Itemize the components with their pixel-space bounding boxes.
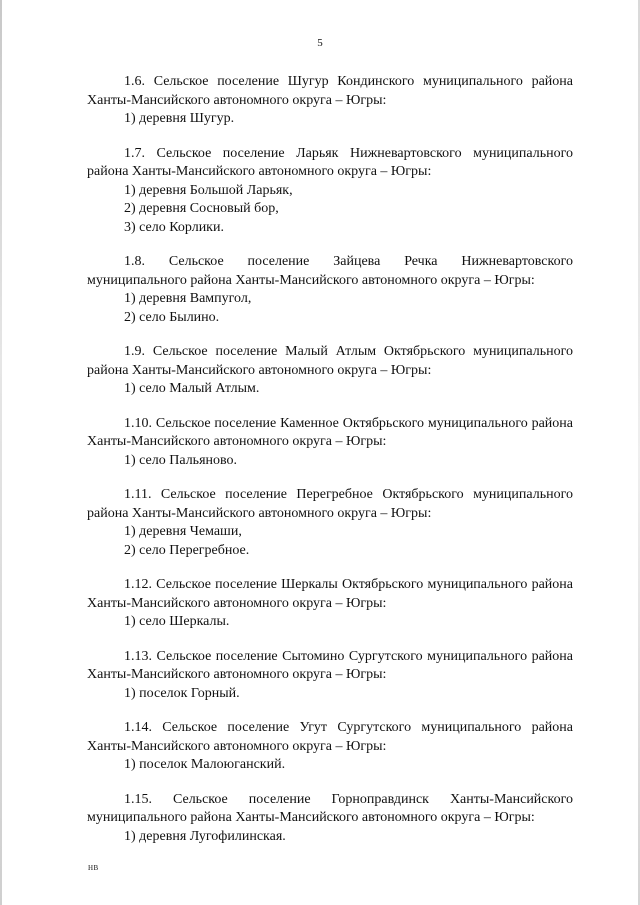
settlement-section — [87, 791, 573, 847]
section-heading: 1.13. Сельское поселение Сытомино Сургутского муниципального района Ханты-Мансийского автономного округа – Югры: — [87, 648, 573, 682]
section-heading: 1.7. Сельское поселение Ларьяк Нижневартовского муниципального района Ханты-Мансийского автономного округа – Югры: — [87, 145, 573, 179]
section-heading: 1.15. Сельское поселение Горноправдинск Ханты-Мансийского муниципального района Ханты-Мансийского автономного округа – Югры: — [87, 791, 573, 825]
section-heading: 1.6. Сельское поселение Шугур Кондинского муниципального района Ханты-Мансийского автономного округа – Югры: — [87, 74, 573, 108]
list-item: 1) деревня Чемаши, — [124, 524, 242, 539]
list-item: 1) деревня Вампугол, — [124, 291, 252, 306]
settlement-section — [87, 648, 573, 704]
list-item: 3) село Корлики. — [124, 219, 224, 235]
list-item: 1) деревня Большой Ларьяк, — [124, 182, 293, 198]
list-item: 2) село Былино. — [124, 309, 220, 325]
settlement-section — [87, 486, 573, 560]
section-heading: 1.14. Сельское поселение Угут Сургутского муниципального района Ханты-Мансийского автономного округа – Югры: — [87, 720, 573, 754]
list-item: 2) село Перегребное. — [124, 542, 250, 558]
settlement-section — [87, 719, 573, 775]
section-heading: 1.10. Сельское поселение Каменное Октябрьского муниципального района Ханты-Мансийского автономного округа – Югры: — [87, 415, 573, 449]
list-item: 1) село Пальяново. — [124, 452, 238, 468]
section-heading: 1.12. Сельское поселение Шеркалы Октябрьского муниципального района Ханты-Мансийского автономного округа – Югры: — [87, 577, 573, 611]
footer-initials: НВ — [88, 864, 99, 872]
settlement-section — [87, 343, 573, 399]
list-item: 1) село Шеркалы. — [124, 614, 230, 629]
settlement-section — [87, 253, 573, 327]
list-item: 2) деревня Сосновый бор, — [124, 201, 279, 216]
settlement-section — [87, 415, 573, 471]
settlement-section — [87, 576, 573, 632]
list-item: 1) поселок Малоюганский. — [124, 757, 286, 772]
list-item: 1) деревня Лугофилинская. — [124, 828, 286, 844]
list-item: 1) деревня Шугур. — [124, 111, 235, 126]
section-heading: 1.11. Сельское поселение Перегребное Октябрьского муниципального района Ханты-Мансийского автономного округа – Югры: — [87, 487, 573, 521]
section-heading: 1.8. Сельское поселение Зайцева Речка Нижневартовского муниципального района Ханты-Мансийского автономного округа – Югры: — [87, 254, 573, 288]
page-edge-left — [0, 0, 2, 905]
list-item: 1) поселок Горный. — [124, 685, 240, 701]
settlement-section — [87, 73, 573, 129]
page-number: 5 — [317, 37, 323, 49]
section-heading: 1.9. Сельское поселение Малый Атлым Октябрьского муниципального района Ханты-Мансийского автономного округа – Югры: — [87, 344, 573, 378]
list-item: 1) село Малый Атлым. — [124, 381, 260, 396]
document-body — [87, 73, 573, 846]
settlement-section — [87, 145, 573, 238]
